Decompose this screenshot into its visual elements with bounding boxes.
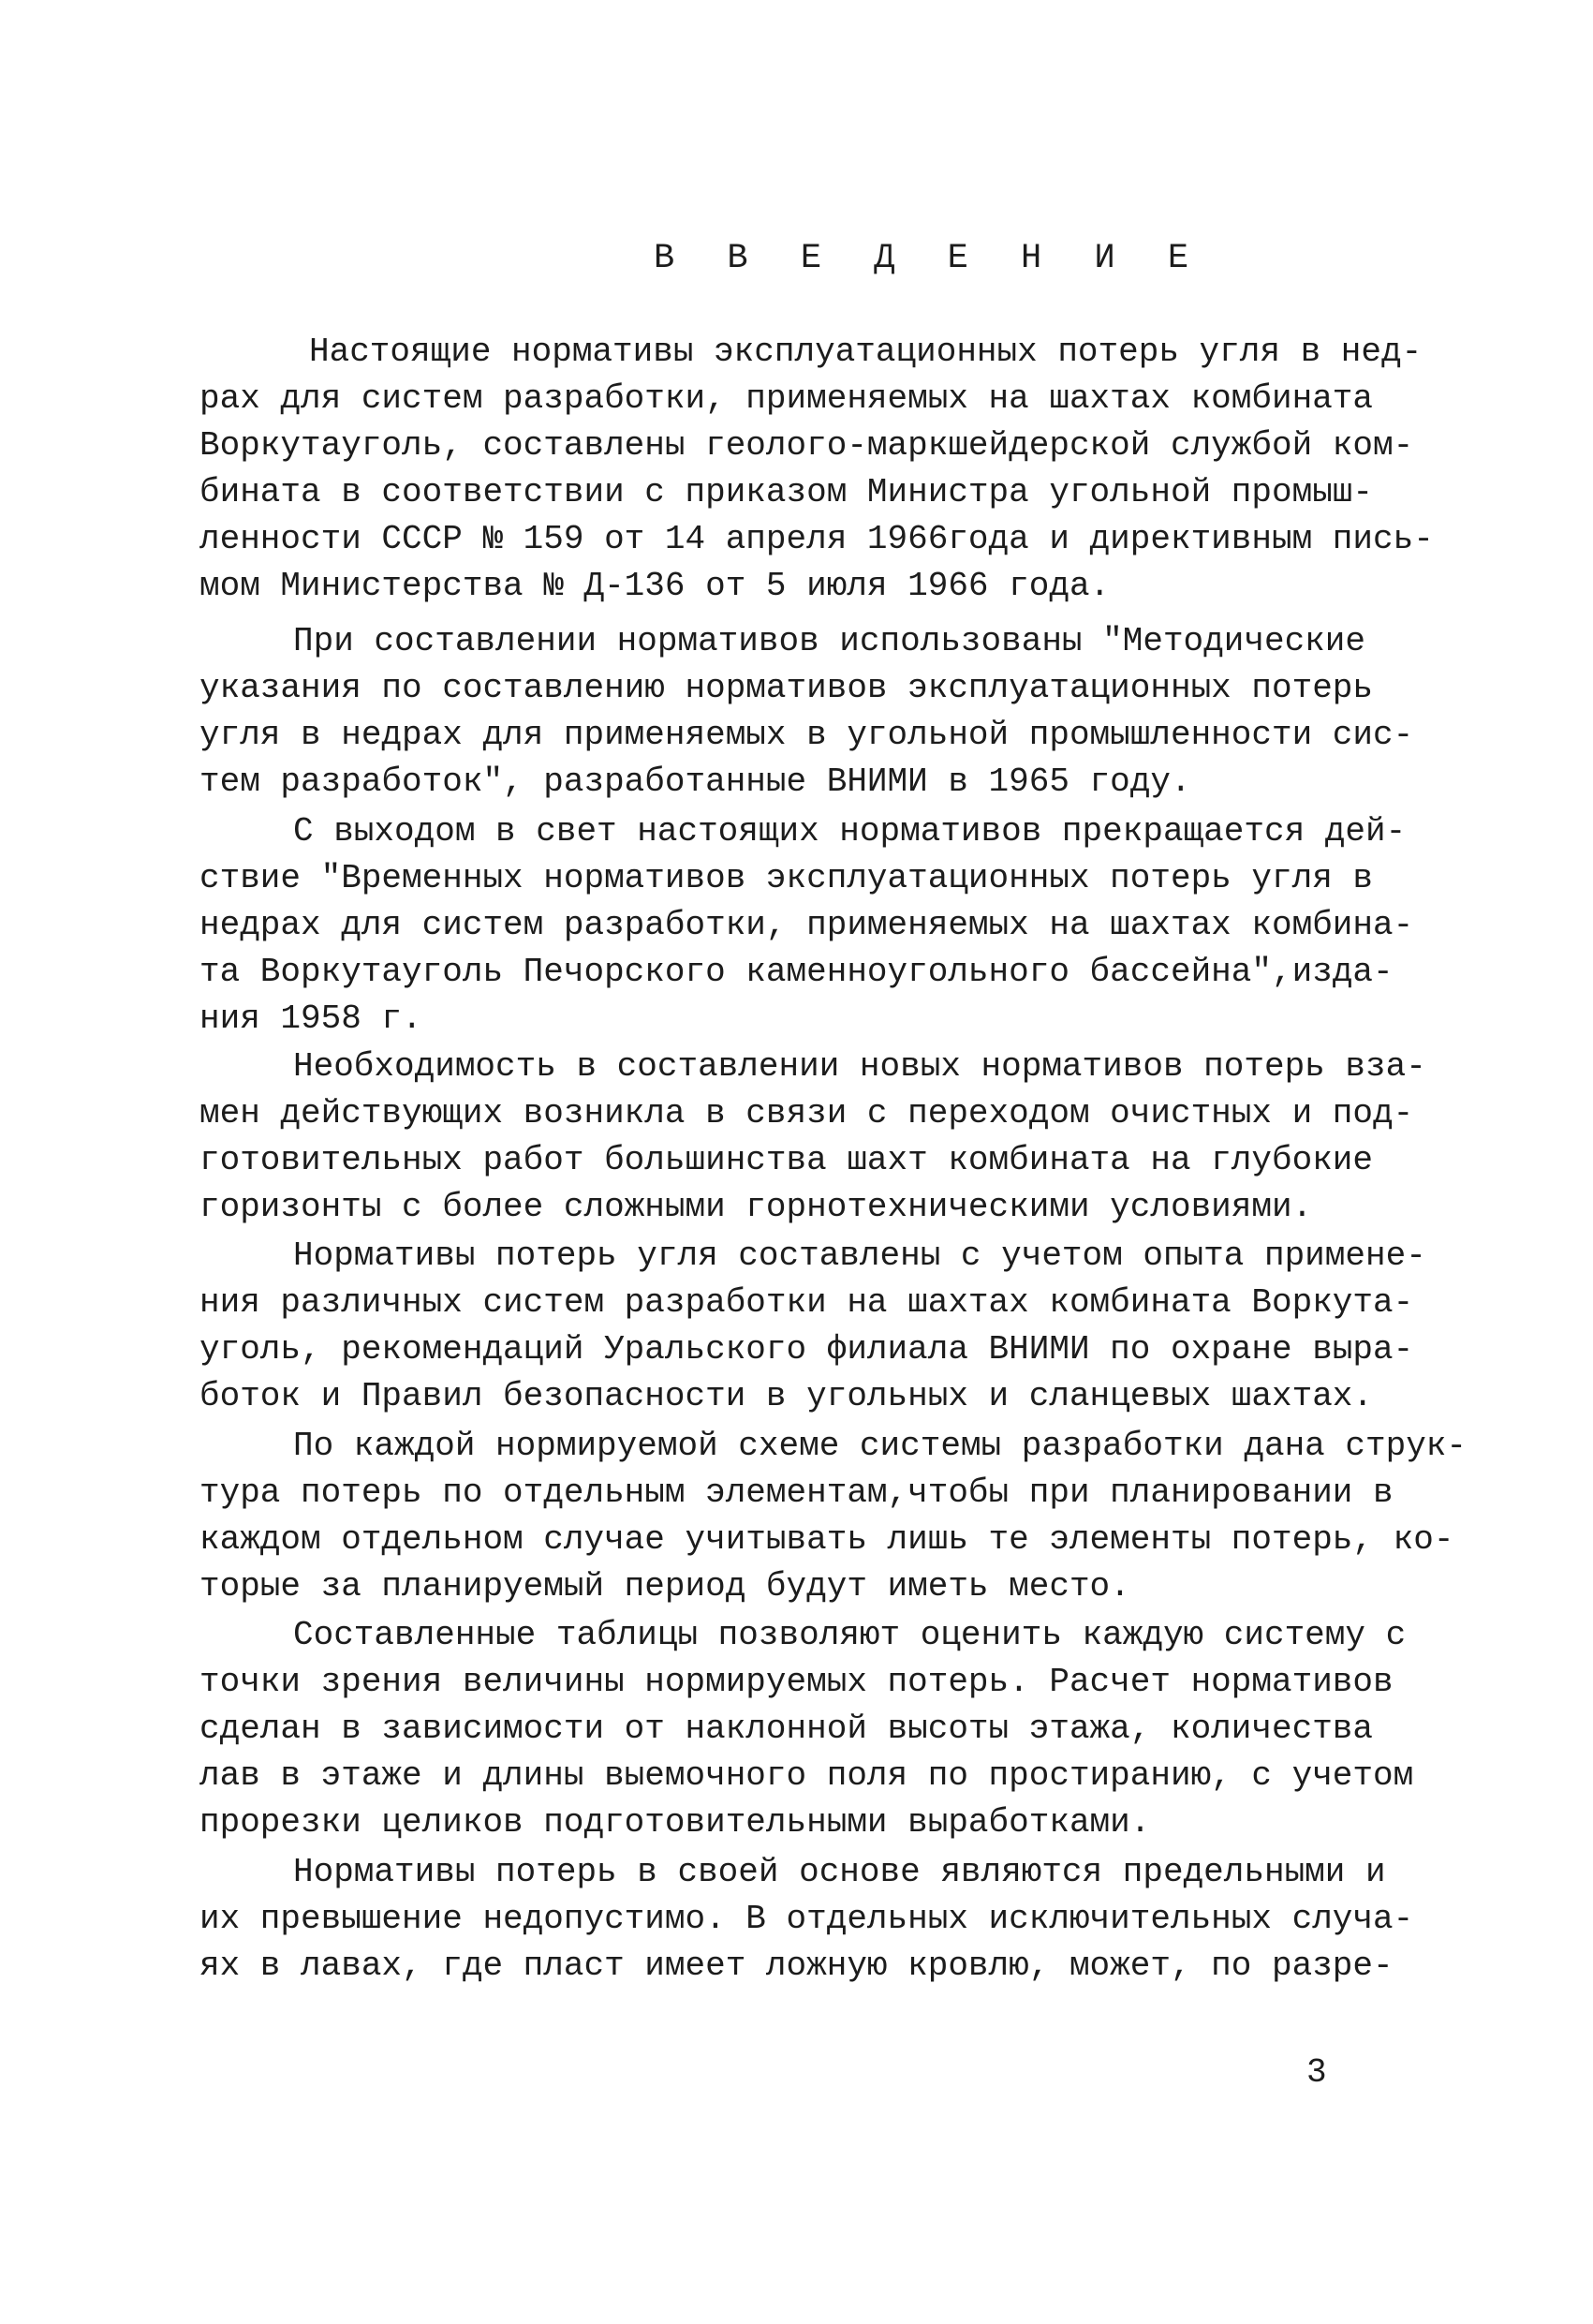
text-line: ствие "Временных нормативов эксплуатационных потерь угля в <box>199 859 1374 897</box>
text-line: При составлении нормативов использованы "Методические <box>293 622 1365 660</box>
text-line: готовительных работ большинства шахт комбината на глубокие <box>199 1141 1374 1179</box>
text-line: Настоящие нормативы эксплуатационных потерь угля в нед- <box>309 333 1423 371</box>
text-line: Нормативы потерь угля составлены с учетом опыта примене- <box>293 1236 1426 1275</box>
text-line: мен действующих возникла в связи с переходом очистных и под- <box>199 1094 1414 1132</box>
text-line: ленности СССР № 159 от 14 апреля 1966года и директивным пись- <box>199 520 1434 558</box>
text-line: лав в этаже и длины выемочного поля по простиранию, с учетом <box>199 1756 1414 1795</box>
text-line: недрах для систем разработки, применяемых на шахтах комбина- <box>199 906 1414 944</box>
text-line: сделан в зависимости от наклонной высоты этажа, количества <box>199 1710 1374 1748</box>
text-line: точки зрения величины нормируемых потерь. Расчет нормативов <box>199 1663 1394 1701</box>
text-line: Составленные таблицы позволяют оценить каждую систему с <box>293 1616 1407 1654</box>
page-number: 3 <box>1306 2053 1327 2092</box>
text-line: уголь, рекомендаций Уральского филиала ВНИМИ по охране выра- <box>199 1330 1414 1369</box>
text-line: их превышение недопустимо. В отдельных исключительных случа- <box>199 1900 1414 1938</box>
text-line: ния 1958 г. <box>199 999 422 1038</box>
text-line: мом Министерства № Д-136 от 5 июля 1966 года. <box>199 567 1111 605</box>
text-line: По каждой нормируемой схеме системы разработки дана струк- <box>293 1427 1468 1465</box>
text-line: бината в соответствии с приказом Министра угольной промыш- <box>199 473 1374 511</box>
text-line: ния различных систем разработки на шахтах комбината Воркута- <box>199 1283 1414 1322</box>
text-line: тем разработок", разработанные ВНИМИ в 1965 году. <box>199 762 1191 801</box>
text-line: угля в недрах для применяемых в угольной промышленности сис- <box>199 716 1414 754</box>
text-line: Нормативы потерь в своей основе являются предельными и <box>293 1853 1386 1891</box>
text-line: боток и Правил безопасности в угольных и сланцевых шахтах. <box>199 1377 1374 1415</box>
text-line: прорезки целиков подготовительными выработками. <box>199 1803 1151 1842</box>
text-line: тура потерь по отдельным элементам,чтобы при планировании в <box>199 1473 1394 1512</box>
text-line: каждом отдельном случае учитывать лишь те элементы потерь, ко- <box>199 1520 1454 1559</box>
text-line: С выходом в свет настоящих нормативов прекращается дей- <box>293 812 1407 851</box>
text-line: Воркутауголь, составлены геолого-маркшейдерской службой ком- <box>199 426 1414 465</box>
text-line: горизонты с более сложными горнотехническими условиями. <box>199 1188 1313 1226</box>
text-line: ях в лавах, где пласт имеет ложную кровлю, может, по разре- <box>199 1947 1394 1985</box>
page-title: В В Е Д Е Н И Е <box>654 239 1205 278</box>
text-line: торые за планируемый период будут иметь место. <box>199 1567 1130 1606</box>
text-line: Необходимость в составлении новых нормативов потерь вза- <box>293 1047 1426 1086</box>
text-line: рах для систем разработки, применяемых на шахтах комбината <box>199 379 1374 418</box>
text-line: указания по составлению нормативов эксплуатационных потерь <box>199 669 1374 707</box>
text-line: та Воркутауголь Печорского каменноугольного бассейна",изда- <box>199 953 1394 991</box>
